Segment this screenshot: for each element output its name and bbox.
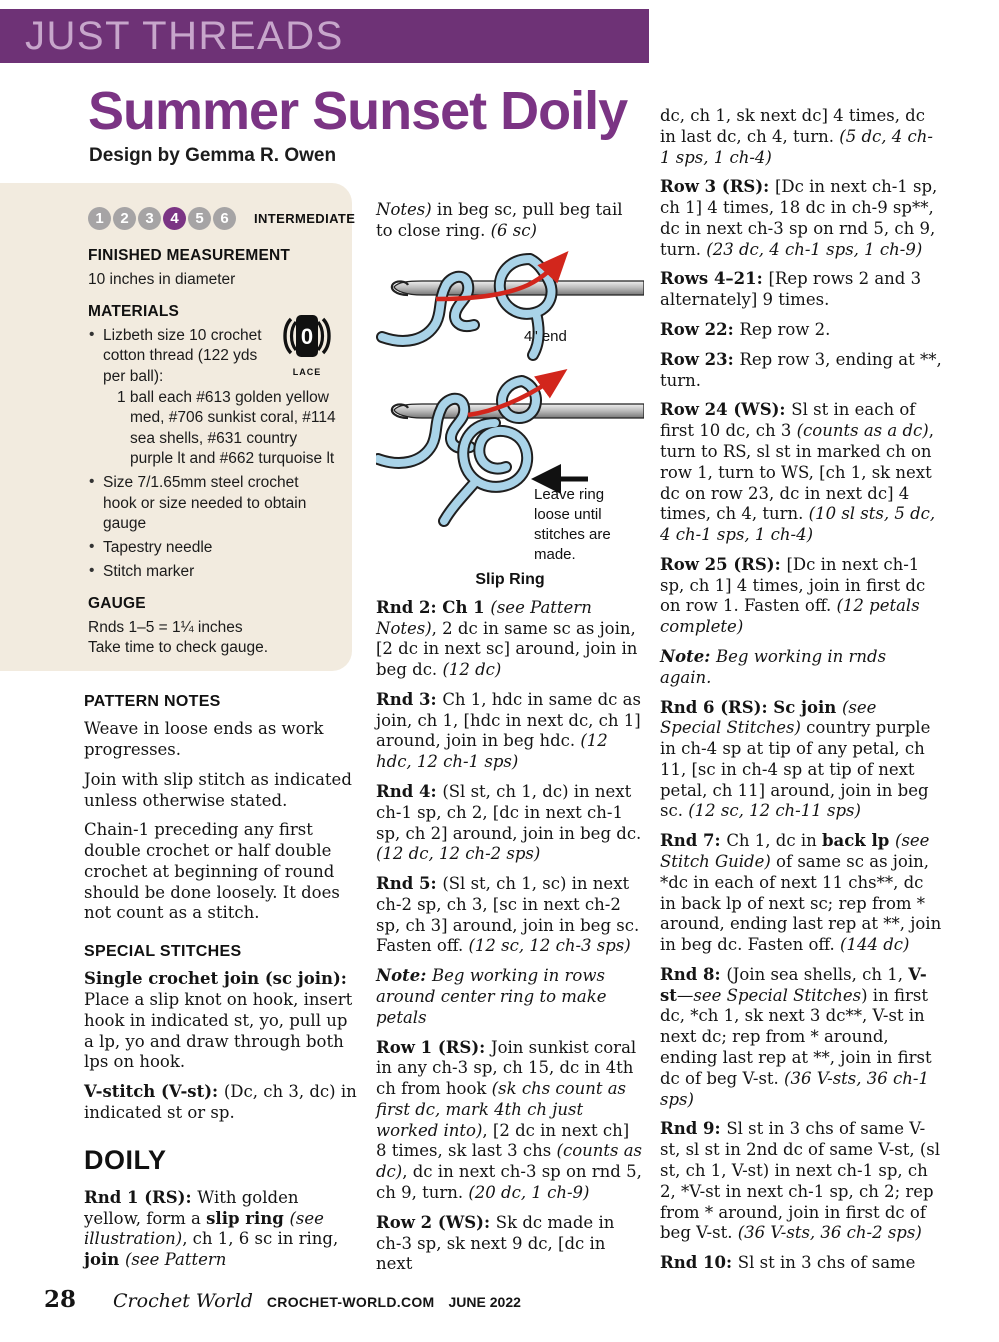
gauge-line: Rnds 1–5 = 1¼ inches <box>88 618 243 636</box>
pattern-paragraph: Row 2 (WS): Sk dc made in ch-3 sp, sk next 9 dc, [dc in next <box>376 1212 615 1274</box>
column-middle <box>376 200 644 1284</box>
pattern-paragraph: Row 24 (WS): Sl st in each of first 10 dc, ch 3 (counts as a dc), turn to RS, sl st in marked ch on row 1, turn to WS, [ch 1, sk next dc on row 23, dc in next dc] 4 times, ch 4, turn. (10 sl sts, 5 dc, 4 ch-1 sps, 1 ch-4) <box>660 400 936 545</box>
pattern-paragraph: Chain-1 preceding any first double crochet or half double crochet at beginning of round should be done loosely. It does not count as a stitch. <box>84 820 340 923</box>
materials-heading: MATERIALS <box>88 303 180 321</box>
byline <box>89 145 336 167</box>
skill-circle-1: 1 <box>88 207 111 230</box>
ring-note-line: made. <box>534 545 576 563</box>
pattern-paragraph: Rnd 8: (Join sea shells, ch 1, V-st—see Special Stitches) in first dc, *ch 1, sk next 3 dc**, V-st in next dc; rep from * around, ending last rep at **, join in first dc of beg V-st. (36 V-sts, 36 ch-1 sps) <box>660 964 932 1109</box>
pattern-paragraph: Rnd 3: Ch 1, hdc in same dc as join, ch 1, [hdc in next dc, ch 1] around, join in beg hdc. (12 hdc, 12 ch-1 sps) <box>376 689 641 772</box>
pattern-paragraph: Note: Beg working in rnds again. <box>660 646 887 687</box>
byline-prefix: Design by <box>89 145 186 166</box>
material-needle: • Tapestry needle <box>103 538 213 556</box>
yarn-weight-label: LACE <box>292 366 322 377</box>
issue-date: JUNE 2022 <box>448 1294 521 1310</box>
pattern-paragraph: Row 1 (RS): Join sunkist coral in any ch-3 sp, ch 15, dc in 4th ch from hook (sk chs count as first dc, mark 4th ch just worked into), [2 dc in next ch] 8 times, sk last 3 chs (counts as dc), dc in next ch-3 sp on rnd 5, ch 9, turn. (20 dc, 1 ch-9) <box>376 1037 643 1203</box>
skill-circle-5: 5 <box>188 207 211 230</box>
skill-circle-2: 2 <box>113 207 136 230</box>
pattern-paragraph: Note: Beg working in rows around center ring to make petals <box>376 966 607 1027</box>
material-marker: • Stitch marker <box>103 562 195 580</box>
skill-level-label: INTERMEDIATE <box>254 210 356 226</box>
material-hook: • Size 7/1.65mm steel crochet hook or size needed to obtain gauge <box>103 474 307 533</box>
magazine-website: CROCHET-WORLD.COM <box>266 1294 435 1310</box>
ring-note-line: Leave ring <box>534 485 605 503</box>
pattern-paragraph: Rnd 7: Ch 1, dc in back lp (see Stitch Guide) of same sc as join, *dc in each of next 11 chs**, dc in back lp of next sc; rep from * around, ending last rep at **, join in beg dc. Fasten off. (144 dc) <box>660 831 942 955</box>
column-right <box>660 106 942 1283</box>
skill-circle-6: 6 <box>213 207 236 230</box>
page-number: 28 <box>44 1286 77 1313</box>
pattern-paragraph: Row 23: Rep row 3, ending at **, turn. <box>660 349 942 390</box>
pattern-paragraph: Notes) in beg sc, pull beg tail to close ring. (6 sc) <box>376 200 623 240</box>
pattern-paragraph: Single crochet join (sc join): Place a slip knot on hook, insert hook in indicated st, yo, pull up a lp, yo and draw through both lps on hook. <box>84 969 353 1072</box>
gauge-line: Take time to check gauge. <box>88 639 269 657</box>
magazine-name: Crochet World <box>113 1290 253 1312</box>
gauge-heading: GAUGE <box>88 595 146 613</box>
pattern-paragraph: Rows 4–21: [Rep rows 2 and 3 alternately] 9 times. <box>660 269 922 310</box>
pattern-paragraph: Rnd 9: Sl st in 3 chs of same V-st, sl st in 2nd dc of same V-st, (sl st, ch 1, V-st) in next ch-1 sp, ch 2, *V-st in next ch-1 sp, ch 2; rep from * around, join in first dc of beg V-st. (36 V-sts, 36 ch-2 sps) <box>660 1119 941 1243</box>
section-label: JUST THREADS <box>25 13 344 58</box>
list-item <box>88 473 336 535</box>
yarn-weight-number: 0 <box>300 324 314 349</box>
tail-length-label: 4" end <box>524 327 567 345</box>
pattern-paragraph: Row 25 (RS): [Dc in next ch-1 sp, ch 1] 4 times, join in first dc on row 1. Fasten off. (12 petals complete) <box>660 554 926 637</box>
illustration-caption: Slip Ring <box>475 570 545 588</box>
pattern-paragraph: V-stitch (V-st): (Dc, ch 3, dc) in indicated st or sp. <box>84 1082 357 1123</box>
material-yarn-colors: 1 ball each #613 golden yellow med, #706 sunkist coral, #114 sea shells, #631 country purple lt and #662 turquoise lt <box>117 388 336 468</box>
page-title: Summer Sunset Doily <box>88 81 628 141</box>
yarn-weight-icon <box>279 313 335 379</box>
ring-note-line: loose until <box>534 505 602 523</box>
material-yarn: • Lizbeth size 10 crochet cotton thread (122 yds per ball): <box>103 326 262 386</box>
list-item <box>88 538 336 559</box>
pattern-paragraph: Row 22: Rep row 2. <box>660 320 831 340</box>
column-left <box>84 692 360 1280</box>
finished-measurement-value: 10 inches in diameter <box>88 270 236 288</box>
ring-note-line: stitches are <box>534 525 611 543</box>
list-item <box>88 562 336 583</box>
pattern-paragraph: Rnd 10: Sl st in 3 chs of same <box>660 1253 916 1273</box>
special-stitches-heading: SPECIAL STITCHES <box>84 943 242 961</box>
pattern-paragraph: Join with slip stitch as indicated unless otherwise stated. <box>84 769 352 810</box>
designer-name: Gemma R. Owen <box>185 145 337 166</box>
slip-ring-diagram <box>376 251 644 566</box>
pattern-paragraph: Row 3 (RS): [Dc in next ch-1 sp, ch 1] 4 times, 18 dc in ch-9 sp**, dc in next ch-3 sp on rnd 5, ch 9, turn. (23 dc, 4 ch-1 sps, 1 ch-9) <box>660 177 938 259</box>
skill-circle-3: 3 <box>138 207 161 230</box>
page-footer <box>44 1286 521 1313</box>
skill-level-indicator <box>88 207 356 230</box>
pattern-paragraph: Rnd 4: (Sl st, ch 1, dc) in next ch-1 sp, ch 2, [dc in next ch-1 sp, ch 2] around, join in beg dc. (12 dc, 12 ch-2 sps) <box>376 781 642 864</box>
pattern-paragraph: dc, ch 1, sk next dc] 4 times, dc in last dc, ch 4, turn. (5 dc, 4 ch-1 sps, 1 ch-4) <box>660 106 933 167</box>
pattern-paragraph: Rnd 1 (RS): With golden yellow, form a slip ring (see illustration), ch 1, 6 sc in ring, join (see Pattern <box>84 1187 339 1270</box>
section-banner <box>0 9 649 63</box>
pattern-info-box <box>0 183 356 671</box>
slip-ring-illustration <box>376 251 644 590</box>
finished-measurement-heading: FINISHED MEASUREMENT <box>88 247 291 264</box>
doily-heading: DOILY <box>84 1144 167 1175</box>
pattern-notes-heading: PATTERN NOTES <box>84 693 221 710</box>
pattern-paragraph: Rnd 2: Ch 1 (see Pattern Notes), 2 dc in same sc as join, [2 dc in next sc] around, join in beg dc. (12 dc) <box>376 597 638 680</box>
skill-circle-4-active: 4 <box>163 207 186 230</box>
pattern-paragraph: Rnd 5: (Sl st, ch 1, sc) in next ch-2 sp, ch 3, [sc in next ch-2 sp, ch 3] around, join in beg sc. Fasten off. (12 sc, 12 ch-3 sps) <box>376 874 640 956</box>
pattern-paragraph: Weave in loose ends as work progresses. <box>84 719 324 759</box>
pattern-paragraph: Rnd 6 (RS): Sc join (see Special Stitches) country purple in ch-4 sp at tip of any petal, ch 11, [sc in ch-4 sp at tip of next petal, ch 11] around, join in beg sc. (12 sc, 12 ch-11 sps) <box>660 697 931 821</box>
lace-skein-icon <box>279 313 335 359</box>
